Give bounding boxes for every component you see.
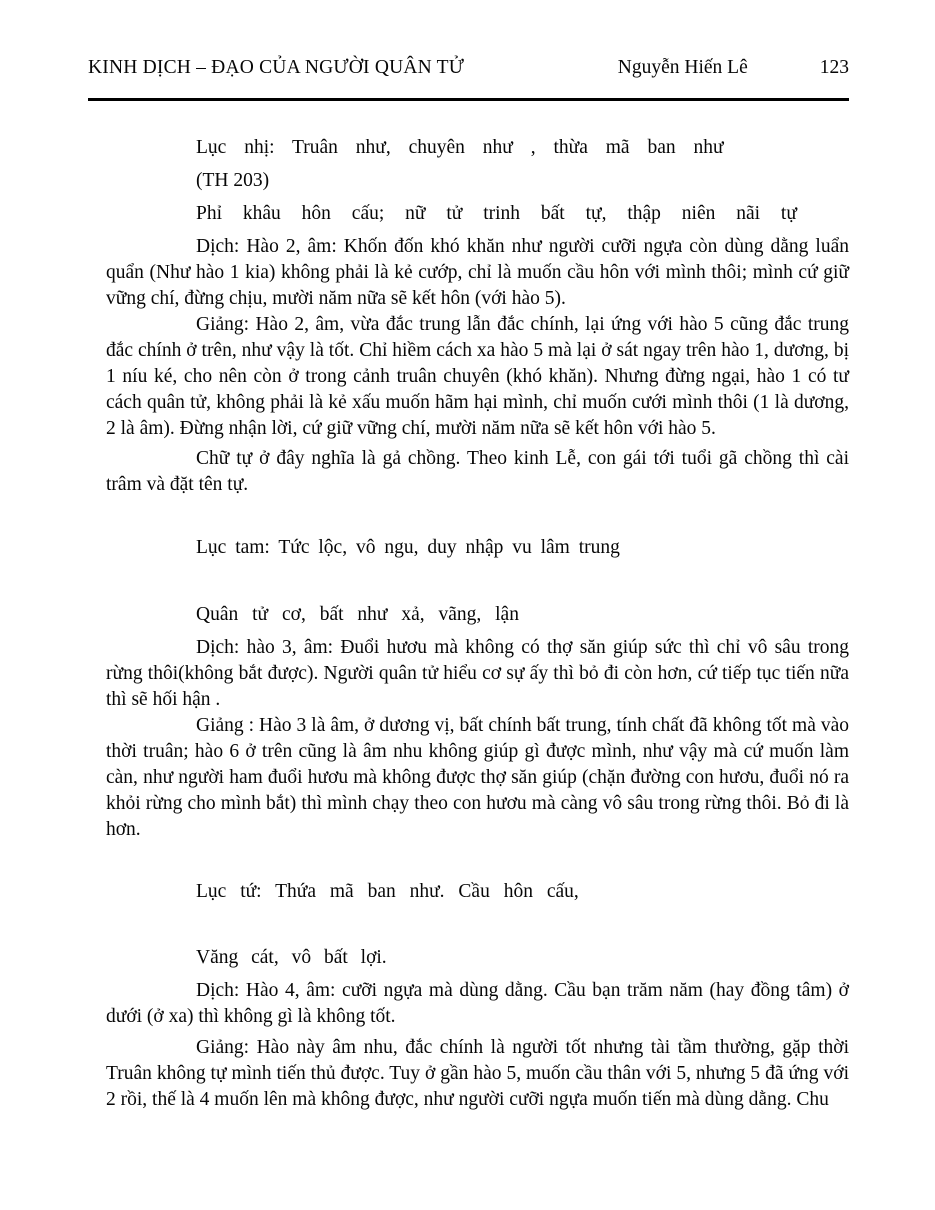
author-name: Nguyễn Hiến Lê: [617, 57, 748, 78]
paragraph-giang-hao3: Giảng : Hào 3 là âm, ở dương vị, bất chính bất trung, tính chất đã không tốt mà vào thời truân; hào 6 ở trên cũng là âm nhu không giúp gì được mình, như vậy mà cứ muốn làm càn, như người ham đuổi hươu mà không được thợ săn giúp (chặn đường con hươu, đuổi nó ra khỏi rừng cho mình bắt) thì mình chạy theo con hươu mà càng vô sâu trong rừng thôi. Bỏ đi là hơn.: [106, 715, 849, 840]
paragraph-dich-hao4: Dịch: Hào 4, âm: cưỡi ngựa mà dùng dằng. Cầu bạn trăm năm (hay đồng tâm) ở dưới (ở xa) thì không gì là không tốt.: [106, 980, 849, 1027]
verse-luc-tam-line1: Lục tam: Tức lộc, vô ngu, duy nhập vu lâm trung: [196, 537, 620, 558]
page-content: [106, 135, 849, 1113]
running-title: KINH DỊCH – ĐẠO CỦA NGƯỜI QUÂN TỬ: [88, 57, 465, 78]
paragraph-chu-tu: Chữ tự ở đây nghĩa là gả chồng. Theo kinh Lễ, con gái tới tuổi gã chồng thì cài trâm và đặt tên tự.: [106, 448, 849, 495]
paragraph-dich-hao2: Dịch: Hào 2, âm: Khốn đốn khó khăn như người cưỡi ngựa còn dùng dằng luẩn quẩn (Như hào 1 kia) không phải là kẻ cướp, chỉ là muốn cầu hôn với mình thôi; mình cứ giữ vững chí, đừng chịu, mười năm nữa sẽ kết hôn (với hào 5).: [106, 236, 849, 309]
verse-luc-tam-line2: Quân tử cơ, bất như xả, vãng, lận: [196, 604, 519, 625]
header-rule: [88, 98, 849, 101]
paragraph-dich-hao3: Dịch: hào 3, âm: Đuổi hươu mà không có thợ săn giúp sức thì chỉ vô sâu trong rừng thôi(không bắt được). Người quân tử hiểu cơ sự ấy thì bỏ đi còn hơn, cứ tiếp tục tiến nữa thì sẽ hối hận .: [106, 637, 849, 710]
page-header: [88, 55, 849, 81]
verse-luc-tu-line2: Văng cát, vô bất lợi.: [196, 947, 387, 968]
verse-luc-nhi-line2: Phỉ khâu hôn cấu; nữ tử trinh bất tự, thập niên nãi tự: [196, 203, 797, 224]
verse-luc-nhi-line1: Lục nhị: Truân như, chuyên như , thừa mã ban như: [196, 137, 724, 158]
verse-luc-tu-line1: Lục tứ: Thứa mã ban như. Cầu hôn cấu,: [196, 881, 579, 902]
verse-luc-nhi-ref: (TH 203): [196, 170, 270, 191]
paragraph-giang-hao2: Giảng: Hào 2, âm, vừa đắc trung lẫn đắc chính, lại ứng với hào 5 cũng đắc trung đắc chính ở trên, như vậy là tốt. Chỉ hiềm cách xa hào 5 mà lại ở sát ngay trên hào 1, dương, bị 1 níu ké, cho nên còn ở trong cảnh truân chuyên (khó khăn). Nhưng đừng ngại, hào 1 có tư cách quân tử, không phải là kẻ xấu muốn hãm hại mình, chỉ muốn cưới mình thôi (1 là dương, 2 là âm). Đừng nhận lời, cứ giữ vững chí, mười năm nữa sẽ kết hôn với hào 5.: [106, 314, 849, 439]
paragraph-giang-hao4: Giảng: Hào này âm nhu, đắc chính là người tốt nhưng tài tầm thường, gặp thời Truân không tự mình tiến thủ được. Tuy ở gần hào 5, muốn cầu thân với 5, nhưng 5 đã ứng với 2 rồi, thế là 4 muốn lên mà không được, như người cưỡi ngựa muốn tiến mà dùng dằng. Chu: [106, 1037, 849, 1110]
page-number: 123: [819, 57, 849, 78]
